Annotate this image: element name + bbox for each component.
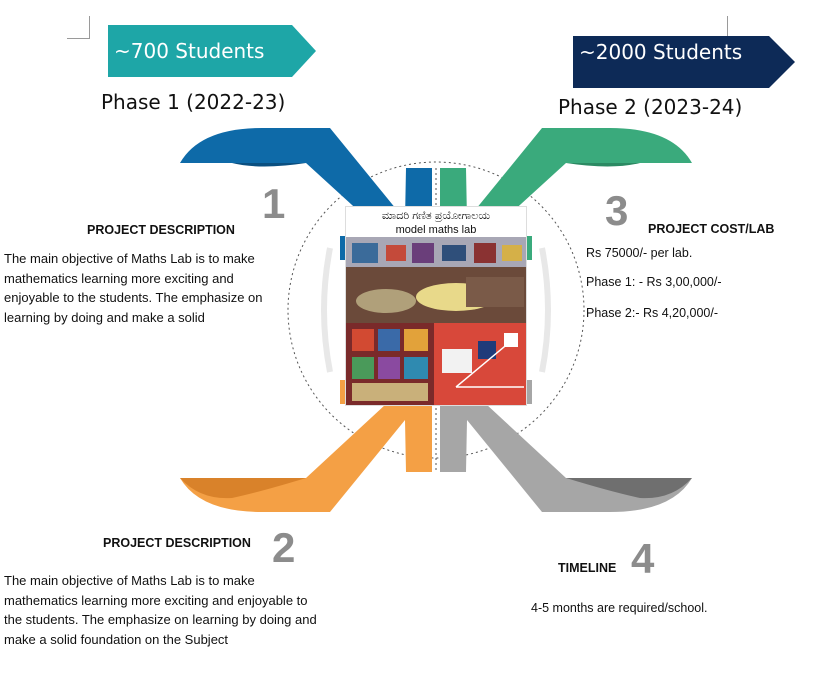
quadrant-4-heading: TIMELINE (558, 561, 617, 575)
description-line: mathematics learning more exciting and enjoyable to (4, 592, 308, 608)
quadrant-1-heading: PROJECT DESCRIPTION (87, 223, 235, 237)
cost-phase-1: Phase 1: - Rs 3,00,000/- (586, 275, 722, 289)
quadrant-1-number: 1 (262, 180, 286, 227)
description-line: The main objective of Maths Lab is to make (4, 251, 255, 266)
phase-1-label: Phase 1 (2022-23) (101, 90, 286, 114)
quadrant-2-heading: PROJECT DESCRIPTION (103, 536, 251, 550)
description-line: The main objective of Maths Lab is to make (4, 573, 255, 588)
banner-2000-students (573, 36, 797, 88)
cost-phase-2: Phase 2:- Rs 4,20,000/- (586, 306, 719, 320)
description-line: learning by doing and make a solid (4, 309, 205, 325)
photo-title-english: model maths lab (395, 224, 477, 236)
banner-right-text: ~2000 Students (579, 40, 743, 64)
description-line: the students. The emphasize on learning by doing and (4, 612, 317, 627)
quadrant-3-number: 3 (605, 187, 629, 234)
timeline-text: 4-5 months are required/school. (531, 601, 708, 615)
description-line: make a solid foundation on the Subject (4, 631, 229, 647)
quadrant-3-heading: PROJECT COST/LAB (648, 222, 775, 236)
quadrant-2-number: 2 (272, 524, 296, 571)
lab-picture (346, 237, 526, 405)
description-line: enjoyable to the students. The emphasize on (4, 290, 263, 305)
quadrant-2-description (4, 571, 349, 649)
description-line: mathematics learning more exciting and (4, 270, 234, 286)
cost-per-lab: Rs 75000/- per lab. (586, 246, 693, 260)
quadrant-4-number: 4 (631, 535, 655, 582)
phase-2-label: Phase 2 (2023-24) (558, 95, 743, 119)
banner-700-students (108, 25, 318, 77)
maths-lab-photo (346, 207, 526, 405)
quadrant-1-description (4, 249, 304, 327)
photo-title-kannada: ಮಾದರಿ ಗಣಿತ ಪ್ರಯೋಗಾಲಯ (381, 210, 491, 222)
banner-left-text: ~700 Students (114, 39, 265, 63)
